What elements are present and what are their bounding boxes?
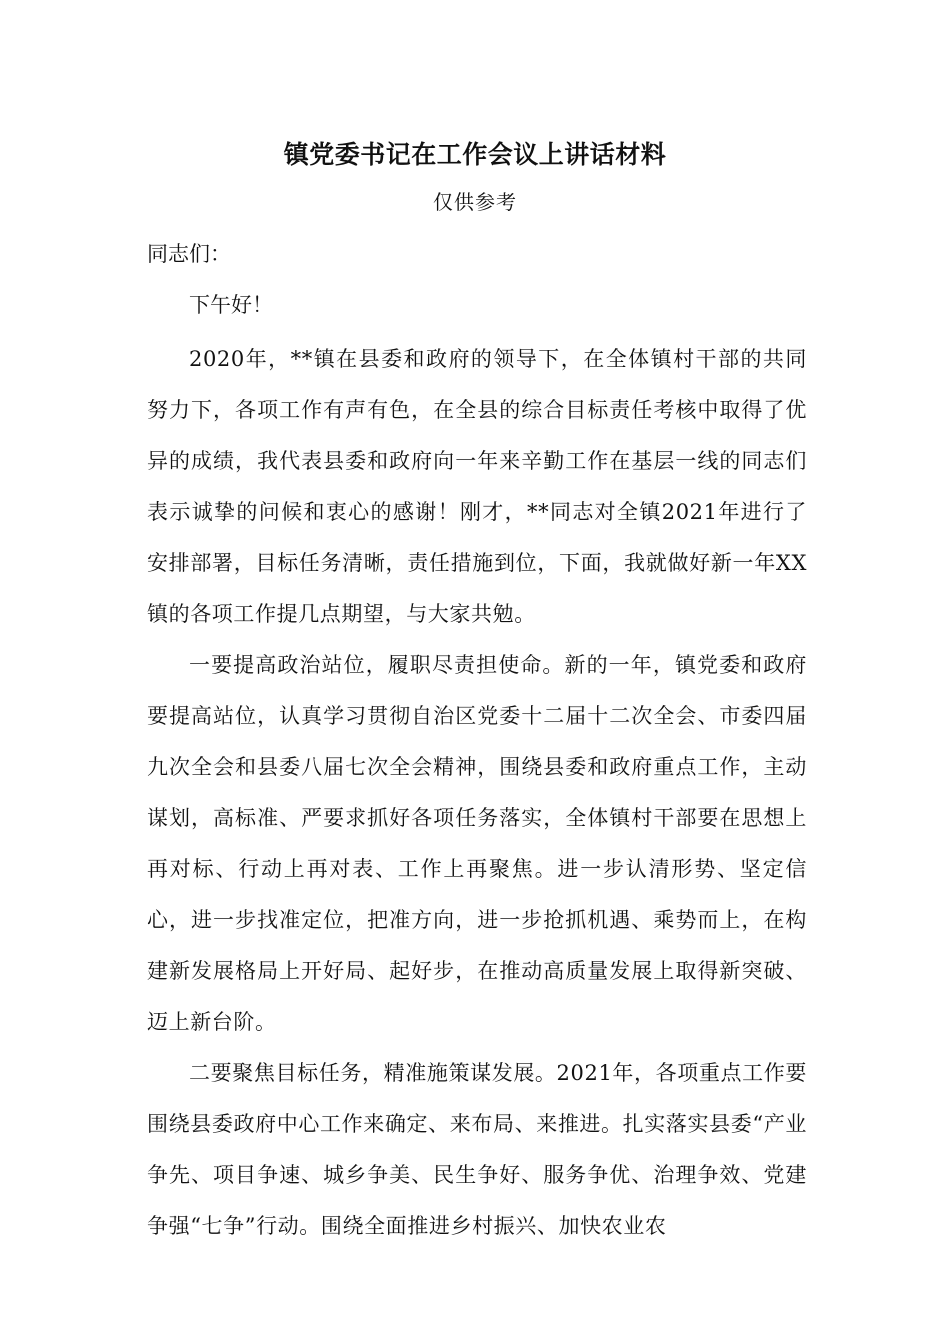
- greeting: 下午好！: [189, 293, 273, 317]
- document-subtitle: 仅供参考: [433, 190, 517, 214]
- body-text: [147, 334, 807, 1252]
- paragraph-2: 一要提高政治站位，履职尽责担使命。新的一年，镇党委和政府要提高站位，认真学习贯彻自治区党委十二届十二次全会、市委四届九次全会和县委八届七次全会精神，围绕县委和政府重点工作，主动谋划，高标准、严要求抓好各项任务落实，全体镇村干部要在思想上再对标、行动上再对表、工作上再聚焦。进一步认清形势、坚定信心，进一步找准定位，把准方向，进一步抢抓机遇、乘势而上，在构建新发展格局上开好局、起好步，在推动高质量发展上取得新突破、迈上新台阶。: [147, 653, 807, 1034]
- paragraph-1: 2020年，**镇在县委和政府的领导下，在全体镇村干部的共同努力下，各项工作有声有色，在全县的综合目标责任考核中取得了优异的成绩，我代表县委和政府向一年来辛勤工作在基层一线的同志们表示诚挚的问候和衷心的感谢！刚才，**同志对全镇2021年进行了安排部署，目标任务清晰，责任措施到位，下面，我就做好新一年XX镇的各项工作提几点期望，与大家共勉。: [147, 347, 807, 626]
- salutation: 同志们：: [147, 242, 231, 266]
- paragraph-3: 二要聚焦目标任务，精准施策谋发展。2021年，各项重点工作要围绕县委政府中心工作来确定、来布局、来推进。扎实落实县委“产业争先、项目争速、城乡争美、民生争好、服务争优、治理争效、党建争强“七争”行动。围绕全面推进乡村振兴、加快农业农: [147, 1061, 807, 1238]
- document-title: 镇党委书记在工作会议上讲话材料: [283, 140, 667, 169]
